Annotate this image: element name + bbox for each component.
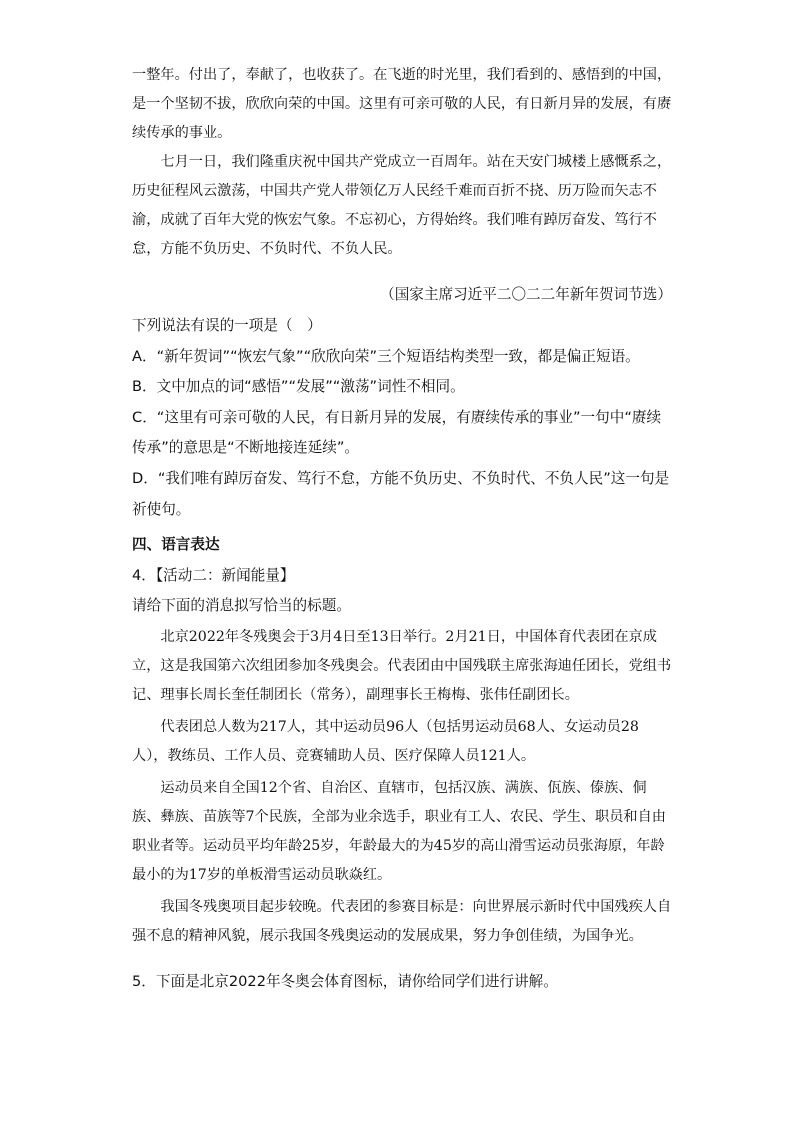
question-3-option-b: B．文中加点的词“感悟”“发展”“激荡”词性不相同。	[132, 378, 465, 396]
question-3-stem: 下列说法有误的一项是（ ）	[132, 317, 322, 334]
news-paragraph-4: 我国冬残奥项目起步较晚。代表团的参赛目标是：向世界展示新时代中国残疾人自强不息的精神风貌，展示我国冬残奥运动的发展成果，努力争创佳绩，为国争光。	[132, 899, 672, 944]
question-3-option-a: A．“新年贺词”“恢宏气象”“欣欣向荣”三个短语结构类型一致，都是偏正短语。	[132, 347, 640, 365]
passage	[132, 61, 672, 264]
news-paragraph-3: 运动员来自全国12个省、自治区、直辖市，包括汉族、满族、佤族、傣族、侗族、彝族、苗族等7个民族，全部为业余选手，职业有工人、农民、学生、职员和自由职业者等。运动员平均年龄25岁，年龄最大的为45岁的高山滑雪运动员张海原，年龄最小的为17岁的单板滑雪运动员耿焱红。	[132, 780, 666, 883]
question-4-title: 4．【活动二：新闻能量】	[132, 566, 295, 584]
section-4	[132, 530, 672, 622]
news-paragraph-1: 北京2022年冬残奥会于3月4日至13日举行。2月21日，中国体育代表团在京成立，这是我国第六次组团参加冬残奥会。代表团由中国残联主席张海迪任团长，党组书记、理事长周长奎任制团长（常务），副理事长王梅梅、张伟任副团长。	[132, 629, 672, 703]
question-5: 5．下面是北京2022年冬奥会体育图标，请你给同学们进行讲解。	[132, 973, 558, 990]
question-3-option-c: C．“这里有可亲可敬的人民，有日新月异的发展，有赓续传承的事业”一句中“赓续传承”的意思是“不断地接连延续”。	[132, 408, 662, 457]
passage-source: （国家主席习近平二〇二二年新年贺词节选）	[380, 286, 672, 303]
question-3	[132, 311, 672, 525]
question-3-option-d: D．“我们唯有踔厉奋发、笃行不怠，方能不负历史、不负时代、不负人民”这一句是祈使句。	[132, 469, 670, 518]
news-article	[132, 623, 672, 951]
section-heading: 四、语言表达	[132, 536, 220, 553]
passage-paragraph-2: 七月一日，我们隆重庆祝中国共产党成立一百周年。站在天安门城楼上感慨系之，历史征程风云激荡，中国共产党人带领亿万人民经千难而百折不挠、历万险而矢志不渝，成就了百年大党的恢宏气象。不忘初心，方得始终。我们唯有踔厉奋发、笃行不怠，方能不负历史、不负时代、不负人民。	[132, 154, 672, 257]
question-4-prompt: 请给下面的消息拟写恰当的标题。	[132, 597, 351, 615]
news-paragraph-2: 代表团总人数为217人，其中运动员96人（包括男运动员68人、女运动员28人），教练员、工作人员、竞赛辅助人员、医疗保障人员121人。	[132, 719, 639, 764]
passage-paragraph-1: 一整年。付出了，奉献了，也收获了。在飞逝的时光里，我们看到的、感悟到的中国，是一个坚韧不拔，欣欣向荣的中国。这里有可亲可敬的人民，有日新月异的发展，有赓续传承的事业。	[132, 67, 672, 141]
